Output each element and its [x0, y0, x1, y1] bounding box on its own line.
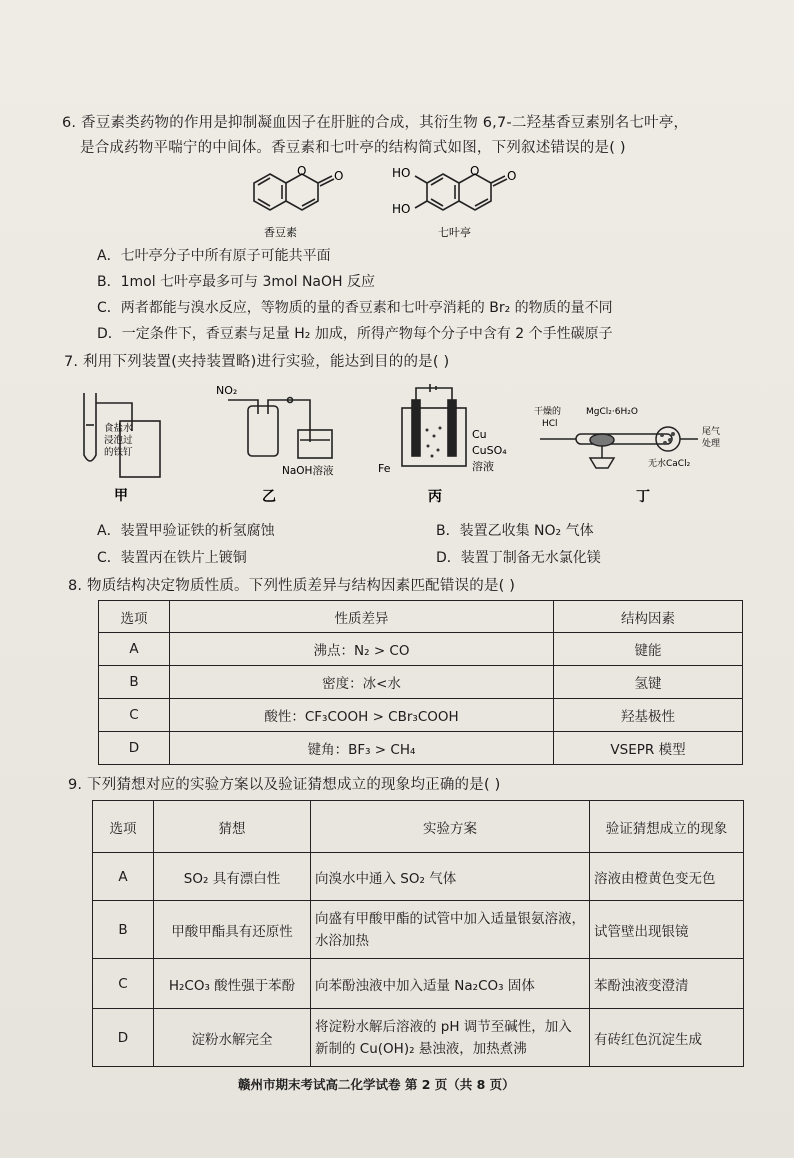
q9-row-d-phenomenon: 有砖红色沉淀生成	[590, 1009, 744, 1067]
jia-text-3: 的铁钉	[104, 447, 133, 458]
bing-electrode-cu: Cu	[472, 428, 487, 441]
q9-row-a-option: A	[93, 853, 154, 901]
yi-solution: NaOH溶液	[282, 465, 334, 477]
carbonyl-oxygen-label: O	[334, 169, 344, 183]
ding-reagent: MgCl₂·6H₂O	[586, 407, 638, 417]
q9-row-d-option: D	[93, 1009, 154, 1067]
q9-table	[92, 800, 744, 1067]
yi-label: 乙	[262, 489, 276, 505]
table-row	[93, 853, 744, 901]
ding-label: 丁	[636, 489, 650, 505]
q8-row-d-option: D	[99, 732, 170, 765]
ring-oxygen-label-2: O	[470, 164, 480, 178]
q7-option-c: C．装置丙在铁片上镀铜	[97, 550, 247, 566]
table-row	[93, 959, 744, 1009]
q9-row-c-plan: 向苯酚浊液中加入适量 Na₂CO₃ 固体	[311, 959, 590, 1009]
q9-header-option: 选项	[93, 801, 154, 853]
bing-label: 丙	[428, 489, 442, 505]
q9-row-b-plan: 向盛有甲酸甲酯的试管中加入适量银氨溶液，水浴加热	[311, 901, 590, 959]
q8-header-property: 性质差异	[170, 601, 554, 633]
q6-option-d: D．一定条件下，香豆素与足量 H₂ 加成，所得产物每个分子中含有 2 个手性碳原子	[97, 326, 613, 342]
table-row	[99, 699, 743, 732]
jia-label: 甲	[114, 488, 128, 504]
ding-product: 无水CaCl₂	[648, 459, 691, 469]
q8-header-option: 选项	[99, 601, 170, 633]
q8-row-c-property: 酸性：CF₃COOH > CBr₃COOH	[170, 699, 554, 732]
bing-solution-2: 溶液	[472, 460, 494, 473]
q8-row-d-factor: VSEPR 模型	[554, 732, 743, 765]
q9-row-a-plan: 向溴水中通入 SO₂ 气体	[311, 853, 590, 901]
apparatus-yi	[210, 380, 360, 505]
q9-header-plan: 实验方案	[311, 801, 590, 853]
apparatus-ding	[530, 390, 730, 505]
q8-stem: 8. 物质结构决定物质性质。下列性质差异与结构因素匹配错误的是( )	[68, 578, 516, 594]
hydroxyl-label-2: HO	[392, 202, 411, 216]
q8-row-c-option: C	[99, 699, 170, 732]
ding-tail-1: 尾气	[702, 427, 721, 437]
q7-stem: 7. 利用下列装置(夹持装置略)进行实验，能达到目的的是( )	[64, 354, 450, 370]
table-row	[99, 666, 743, 699]
q9-stem: 9. 下列猜想对应的实验方案以及验证猜想成立的现象均正确的是( )	[68, 777, 501, 793]
q7-option-a: A．装置甲验证铁的析氢腐蚀	[97, 523, 275, 539]
q8-row-a-factor: 键能	[554, 633, 743, 666]
q8-row-a-property: 沸点：N₂ > CO	[170, 633, 554, 666]
q9-header-phenomenon: 验证猜想成立的现象	[590, 801, 744, 853]
apparatus-bing	[372, 380, 512, 505]
q8-header-row	[99, 601, 743, 633]
esculetin-structure	[388, 158, 538, 243]
q9-header-hypothesis: 猜想	[154, 801, 311, 853]
q9-row-b-phenomenon: 试管壁出现银镜	[590, 901, 744, 959]
q8-row-a-option: A	[99, 633, 170, 666]
bing-electrode-fe: Fe	[378, 462, 391, 475]
jia-text-1: 食盐水	[104, 423, 133, 434]
jia-text-2: 浸泡过	[104, 435, 133, 446]
q6-stem-line2: 是合成药物平喘宁的中间体。香豆素和七叶亭的结构简式如图，下列叙述错误的是( )	[80, 140, 626, 156]
bing-solution-1: CuSO₄	[472, 444, 507, 457]
q9-row-d-plan: 将淀粉水解后溶液的 pH 调节至碱性，加入新制的 Cu(OH)₂ 悬浊液，加热煮沸	[311, 1009, 590, 1067]
q9-row-c-phenomenon: 苯酚浊液变澄清	[590, 959, 744, 1009]
q8-row-b-factor: 氢键	[554, 666, 743, 699]
q6-stem-line1: 6. 香豆素类药物的作用是抑制凝血因子在肝脏的合成，其衍生物 6,7-二羟基香豆素别名七叶亭，	[62, 115, 689, 131]
q9-row-c-option: C	[93, 959, 154, 1009]
hydroxyl-label-1: HO	[392, 166, 411, 180]
table-row	[99, 732, 743, 765]
ding-gas-in-1: 干燥的	[534, 407, 562, 417]
table-row	[99, 633, 743, 666]
q7-option-d: D．装置丁制备无水氯化镁	[436, 550, 601, 566]
carbonyl-oxygen-label-2: O	[507, 169, 517, 183]
ring-oxygen-label: O	[297, 164, 307, 178]
q8-row-b-property: 密度：冰<水	[170, 666, 554, 699]
q6-option-a: A．七叶亭分子中所有原子可能共平面	[97, 248, 331, 264]
q9-row-c-hypothesis: H₂CO₃ 酸性强于苯酚	[154, 959, 311, 1009]
q9-header-row	[93, 801, 744, 853]
apparatus-jia	[72, 385, 182, 505]
q7-option-b: B．装置乙收集 NO₂ 气体	[436, 523, 594, 539]
yi-gas: NO₂	[216, 384, 238, 397]
q6-option-b: B．1mol 七叶亭最多可与 3mol NaOH 反应	[97, 274, 376, 290]
q9-row-b-option: B	[93, 901, 154, 959]
q6-option-c: C．两者都能与溴水反应，等物质的量的香豆素和七叶亭消耗的 Br₂ 的物质的量不同	[97, 300, 613, 316]
q8-row-b-option: B	[99, 666, 170, 699]
q9-row-d-hypothesis: 淀粉水解完全	[154, 1009, 311, 1067]
q8-row-c-factor: 羟基极性	[554, 699, 743, 732]
table-row	[93, 1009, 744, 1067]
q9-row-b-hypothesis: 甲酸甲酯具有还原性	[154, 901, 311, 959]
ding-tail-2: 处理	[702, 439, 721, 449]
q8-header-factor: 结构因素	[554, 601, 743, 633]
coumarin-structure	[240, 158, 365, 243]
ding-gas-in-2: HCl	[542, 419, 558, 429]
page-footer: 赣州市期末考试高二化学试卷 第 2 页（共 8 页）	[238, 1077, 515, 1092]
table-row	[93, 901, 744, 959]
q9-row-a-hypothesis: SO₂ 具有漂白性	[154, 853, 311, 901]
q9-row-a-phenomenon: 溶液由橙黄色变无色	[590, 853, 744, 901]
coumarin-label: 香豆素	[264, 226, 297, 239]
esculetin-label: 七叶亭	[438, 226, 471, 239]
q8-row-d-property: 键角：BF₃ > CH₄	[170, 732, 554, 765]
q8-table	[98, 600, 743, 765]
